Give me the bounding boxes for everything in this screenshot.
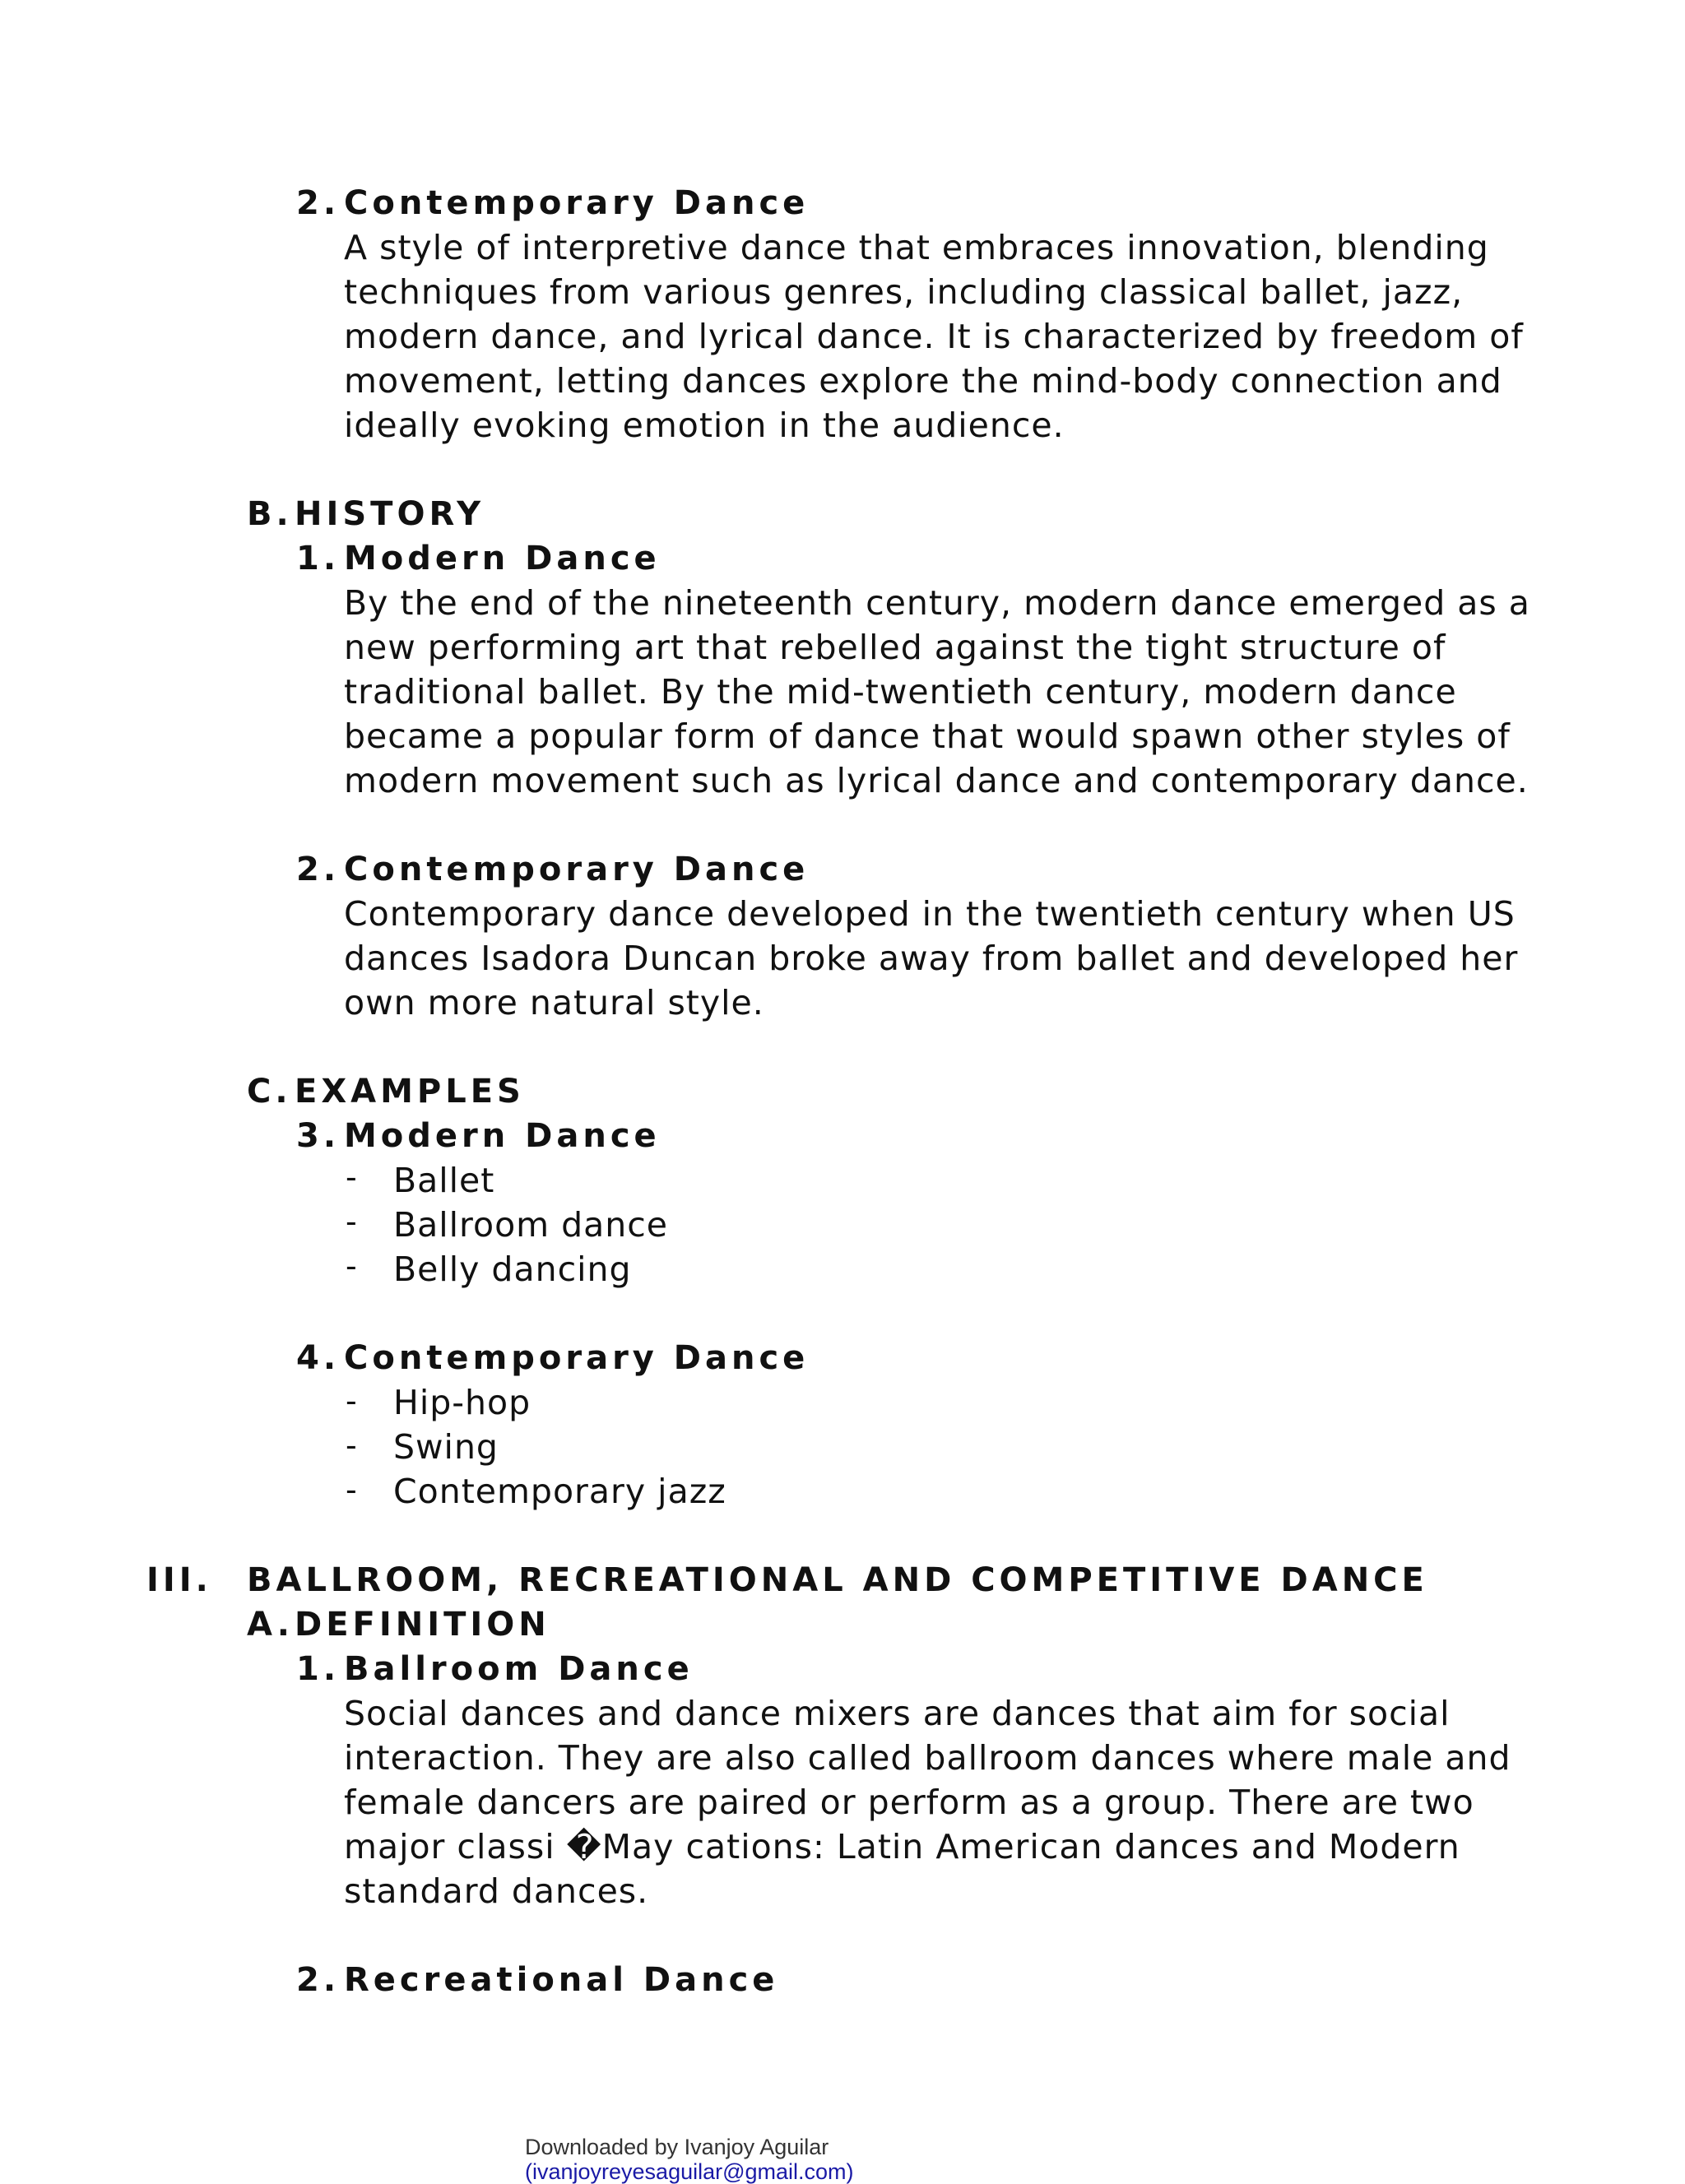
item-number: 2. xyxy=(296,851,341,888)
bullet-dash: - xyxy=(346,1203,357,1240)
paragraph-line: standard dances. xyxy=(344,1871,649,1911)
item-number: 3. xyxy=(296,1117,341,1155)
paragraph-line: A style of interpretive dance that embraces innovation, blending xyxy=(344,228,1489,267)
download-email-link[interactable]: (ivanjoyreyesaguilar@gmail.com) xyxy=(525,2159,854,2184)
paragraph-line: dances Isadora Duncan broke away from ballet and developed her xyxy=(344,939,1519,978)
subsection-title: Contemporary Dance xyxy=(344,1339,810,1377)
list-item: Belly dancing xyxy=(393,1250,632,1289)
subsection-title: Ballroom Dance xyxy=(344,1650,694,1688)
list-item: Swing xyxy=(393,1427,499,1467)
section-heading: BALLROOM, RECREATIONAL AND COMPETITIVE DANCE xyxy=(247,1561,1428,1599)
paragraph-line: became a popular form of dance that would spawn other styles of xyxy=(344,716,1511,756)
subsection-title: Contemporary Dance xyxy=(344,851,810,888)
paragraph-line: movement, letting dances explore the mind-body connection and xyxy=(344,361,1502,401)
paragraph-line: By the end of the nineteenth century, modern dance emerged as a xyxy=(344,583,1530,623)
list-item: Ballroom dance xyxy=(393,1205,669,1245)
section-numeral: III. xyxy=(146,1561,212,1599)
paragraph-line: major classi �May cations: Latin American dances and Modern xyxy=(344,1827,1460,1866)
bullet-dash: - xyxy=(346,1159,357,1195)
section-letter: B. xyxy=(247,495,293,533)
paragraph-line: interaction. They are also called ballroom dances where male and xyxy=(344,1738,1511,1778)
paragraph-line: modern dance, and lyrical dance. It is characterized by freedom of xyxy=(344,317,1524,356)
subsection-title: Contemporary Dance xyxy=(344,184,810,222)
bullet-dash: - xyxy=(346,1383,357,1419)
paragraph-line: Social dances and dance mixers are dances that aim for social xyxy=(344,1694,1451,1733)
section-title: HISTORY xyxy=(295,495,485,533)
paragraph-line: ideally evoking emotion in the audience. xyxy=(344,406,1065,445)
subsection-title: Modern Dance xyxy=(344,540,661,577)
paragraph-line: modern movement such as lyrical dance and contemporary dance. xyxy=(344,761,1529,800)
list-item: Hip-hop xyxy=(393,1383,531,1422)
item-number: 1. xyxy=(296,1650,341,1688)
item-number: 2. xyxy=(296,184,341,222)
paragraph-line: traditional ballet. By the mid-twentieth century, modern dance xyxy=(344,672,1457,712)
bullet-dash: - xyxy=(346,1248,357,1284)
item-number: 2. xyxy=(296,1961,341,1999)
list-item: Contemporary jazz xyxy=(393,1472,726,1511)
download-credit: Downloaded by Ivanjoy Aguilar xyxy=(525,2135,829,2159)
paragraph-line: techniques from various genres, including classical ballet, jazz, xyxy=(344,272,1464,312)
paragraph-line: own more natural style. xyxy=(344,983,764,1022)
section-letter: A. xyxy=(247,1606,294,1644)
paragraph-line: female dancers are paired or perform as a group. There are two xyxy=(344,1783,1474,1822)
bullet-dash: - xyxy=(346,1427,357,1463)
subsection-title: Modern Dance xyxy=(344,1117,661,1155)
section-title: DEFINITION xyxy=(295,1606,550,1644)
subsection-title: Recreational Dance xyxy=(344,1961,779,1999)
paragraph-line: new performing art that rebelled against the tight structure of xyxy=(344,628,1446,667)
section-title: EXAMPLES xyxy=(295,1073,525,1111)
paragraph-line: Contemporary dance developed in the twentieth century when US xyxy=(344,894,1516,934)
list-item: Ballet xyxy=(393,1161,495,1200)
item-number: 1. xyxy=(296,540,341,577)
item-number: 4. xyxy=(296,1339,341,1377)
bullet-dash: - xyxy=(346,1472,357,1508)
section-letter: C. xyxy=(247,1073,292,1111)
